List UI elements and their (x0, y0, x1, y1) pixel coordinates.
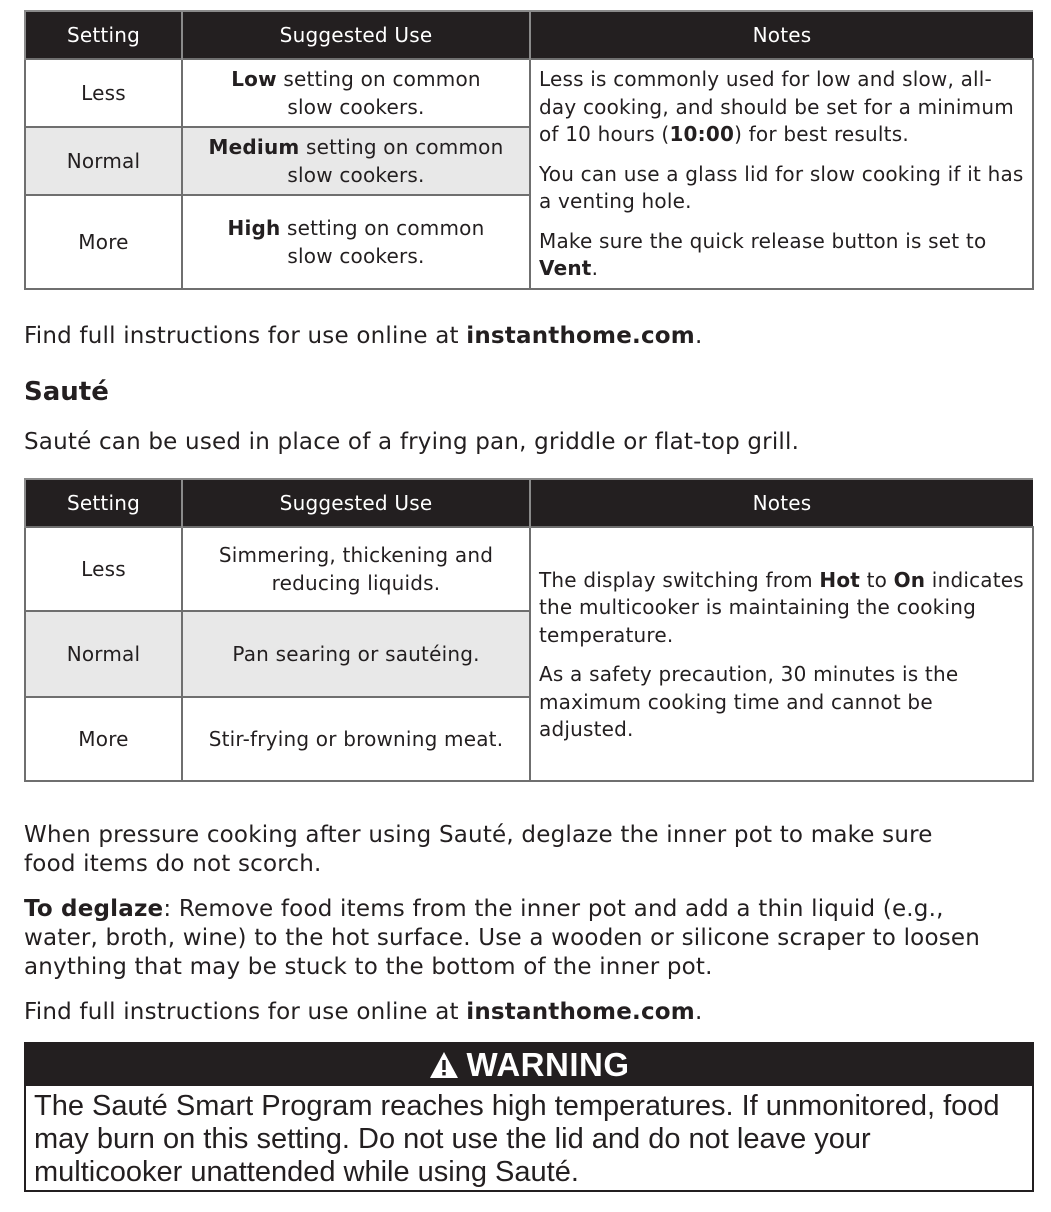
note-paragraph: The display switching from Hot to On indicates the multicooker is maintaining the cooking temperature. (539, 567, 1024, 647)
warning-body: The Sauté Smart Program reaches high temperatures. If unmonitored, food may burn on this setting. Do not use the lid and do not leave your multicooker unattended while using Sauté. (34, 1090, 1000, 1188)
section-title-saute: Sauté (24, 377, 109, 407)
saute-intro: Sauté can be used in place of a frying pan, griddle or flat-top grill. (24, 429, 800, 455)
setting-cell: More (25, 697, 182, 781)
header-suggested-use: Suggested Use (182, 479, 530, 527)
setting-cell: Normal (25, 611, 182, 697)
header-setting: Setting (25, 479, 182, 527)
setting-cell: Normal (25, 127, 182, 195)
deglaze-intro: When pressure cooking after using Sauté, deglaze the inner pot to make sure food items do not scorch. (24, 822, 933, 877)
header-notes: Notes (530, 11, 1033, 59)
suggested-use-cell (182, 195, 530, 289)
suggested-use-cell (182, 127, 530, 195)
instructions-link[interactable]: instanthome.com (466, 323, 695, 349)
suggested-use-cell: Pan searing or sautéing. (182, 611, 530, 697)
use-text-line2: slow cookers. (287, 95, 425, 119)
use-bold: Medium (208, 135, 300, 159)
note-paragraph: As a safety precaution, 30 minutes is the maximum cooking time and cannot be adjusted. (539, 662, 959, 741)
use-bold: High (227, 216, 281, 240)
header-notes: Notes (530, 479, 1033, 527)
warning-header (26, 1044, 1032, 1086)
notes-cell (530, 59, 1033, 289)
use-text: setting on common (299, 135, 504, 159)
use-text-line2: slow cookers. (287, 163, 425, 187)
suggested-use-cell: Simmering, thickening and reducing liquids. (182, 527, 530, 611)
use-text-line2: slow cookers. (287, 244, 425, 268)
warning-triangle-icon (429, 1051, 459, 1079)
setting-cell: Less (25, 527, 182, 611)
table-header-row (25, 11, 1033, 59)
setting-cell: Less (25, 59, 182, 127)
suggested-use-cell: Stir-frying or browning meat. (182, 697, 530, 781)
instructions-text: Find full instructions for use online at instanthome.com. (24, 999, 703, 1025)
header-suggested-use: Suggested Use (182, 11, 530, 59)
table-row (25, 527, 1033, 611)
table-header-row (25, 479, 1033, 527)
instructions-link[interactable]: instanthome.com (466, 999, 695, 1025)
use-bold: Low (231, 67, 277, 91)
suggested-use-cell (182, 59, 530, 127)
deglaze-label: To deglaze (24, 896, 164, 922)
note-paragraph: You can use a glass lid for slow cooking if it has a venting hole. (539, 161, 1024, 213)
setting-cell: More (25, 195, 182, 289)
slow-cook-table (24, 10, 1034, 290)
deglaze-instructions (24, 895, 984, 982)
warning-title: WARNING (466, 1046, 630, 1083)
header-setting: Setting (25, 11, 182, 59)
saute-table (24, 478, 1034, 782)
use-text: setting on common (280, 216, 485, 240)
instructions-text: Find full instructions for use online at instanthome.com. (24, 323, 703, 349)
note-paragraph: Make sure the quick release button is set to Vent. (539, 228, 987, 280)
notes-cell (530, 527, 1033, 781)
deglaze-text: : Remove food items from the inner pot and add a thin liquid (e.g., water, broth, wine) to the hot surface. Use a wooden or silicone scraper to loosen anything that may be stuck to the bottom of the inner pot. (24, 896, 981, 980)
table-row (25, 59, 1033, 127)
warning-box (24, 1042, 1034, 1192)
use-text: setting on common (276, 67, 481, 91)
note-paragraph: Less is commonly used for low and slow, all-day cooking, and should be set for a minimum of 10 hours (10:00) for best results. (539, 67, 1014, 146)
